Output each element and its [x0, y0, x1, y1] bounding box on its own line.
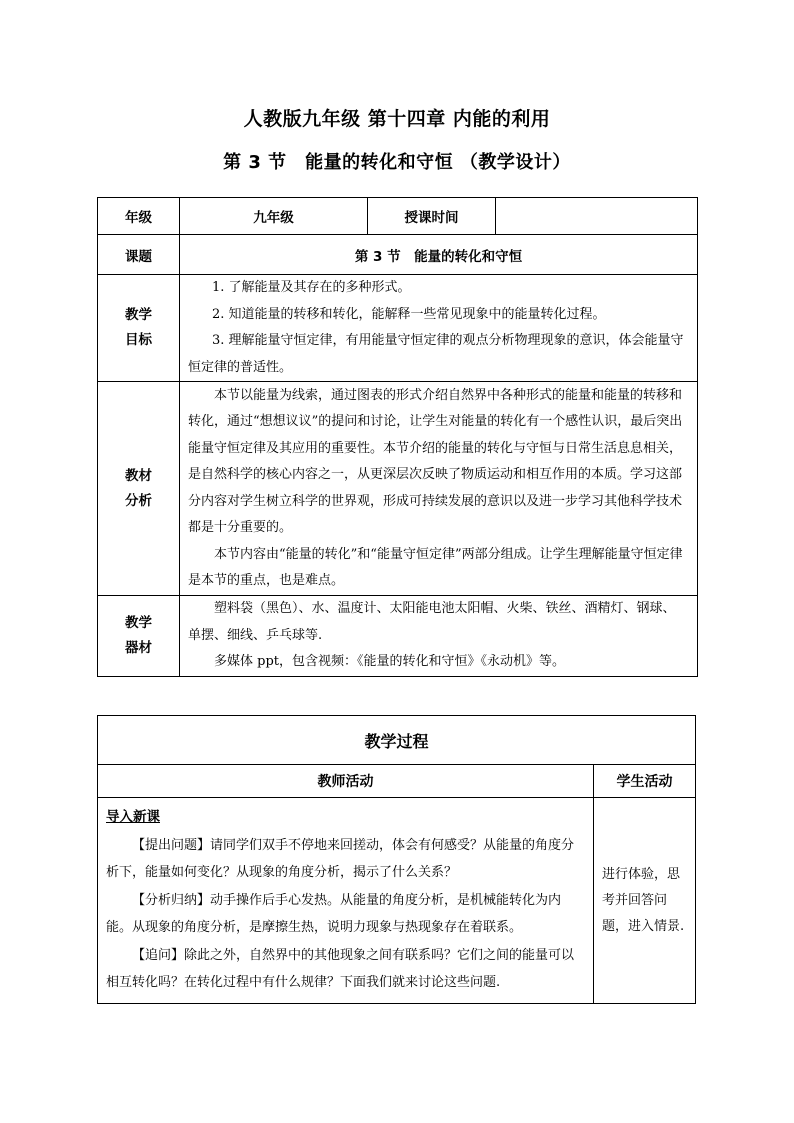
analysis-content [180, 382, 698, 596]
teacher-paragraph: 【提出问题】请同学们双手不停地来回搓动，体会有何感受？从能量的角度分析下，能量如何变化？从现象的角度分析，揭示了什么关系？ [106, 837, 575, 880]
teaching-process-table [97, 715, 696, 1004]
process-title: 教学过程 [98, 716, 696, 765]
materials-paragraph: 塑料袋（黑色）、水、温度计、太阳能电池太阳帽、火柴、铁丝、酒精灯、钢球、单摆、细线、乒乓球等. [188, 601, 676, 643]
grade-value: 九年级 [180, 198, 368, 235]
class-time-label: 授课时间 [368, 198, 496, 235]
goal-item: 3. 理解能量守恒定律，有用能量守恒定律的观点分析物理现象的意识，体会能量守恒定律的普适性。 [188, 333, 684, 375]
materials-label: 教学 器材 [98, 596, 180, 677]
document-subtitle: 第 3 节 能量的转化和守恒 （教学设计） [223, 152, 571, 173]
analysis-row [98, 382, 698, 596]
student-activity-header: 学生活动 [594, 765, 696, 798]
topic-label: 课题 [98, 235, 180, 275]
topic-value: 第 3 节 能量的转化和守恒 [180, 235, 698, 275]
teacher-activity-content [98, 798, 594, 1004]
intro-section-title: 导入新课 [106, 809, 160, 825]
process-title-row [98, 716, 696, 765]
class-time-value [496, 198, 698, 235]
goal-item: 1. 了解能量及其存在的多种形式。 [212, 280, 411, 295]
topic-row [98, 235, 698, 275]
goals-label: 教学 目标 [98, 275, 180, 382]
process-header-row [98, 765, 696, 798]
teacher-paragraph: 【分析归纳】动手操作后手心发热。从能量的角度分析，是机械能转化为内能。从现象的角度分析，是摩擦生热，说明力现象与热现象存在着联系。 [106, 892, 562, 935]
goals-content [180, 275, 698, 382]
materials-paragraph: 多媒体 ppt，包含视频：《能量的转化和守恒》《永动机》等。 [214, 654, 566, 669]
intro-row [98, 798, 696, 1004]
teacher-activity-header: 教师活动 [98, 765, 594, 798]
analysis-paragraph: 本节以能量为线索，通过图表的形式介绍自然界中各种形式的能量和能量的转移和转化，通过“想想议议”的提问和讨论，让学生对能量的转化有一个感性认识，最后突出能量守恒定律及其应用的重要性。本节介绍的能量的转化与守恒与日常生活息息相关，是自然科学的核心内容之一，从更深层次反映了物质运动和相互作用的本质。学习这部分内容对学生树立科学的世界观，形成可持续发展的意识以及进一步学习其他科学技术都是十分重要的。 [188, 387, 683, 535]
teacher-paragraph: 【追问】除此之外，自然界中的其他现象之间有联系吗？它们之间的能量可以相互转化吗？在转化过程中有什么规律？下面我们就来讨论这些问题. [106, 947, 575, 990]
analysis-label: 教材 分析 [98, 382, 180, 596]
materials-row [98, 596, 698, 677]
goal-item: 2. 知道能量的转移和转化，能解释一些常见现象中的能量转化过程。 [212, 306, 606, 322]
grade-label: 年级 [98, 198, 180, 235]
goals-row [98, 275, 698, 382]
grade-row [98, 198, 698, 235]
materials-content [180, 596, 698, 677]
lesson-info-table [97, 197, 698, 677]
student-activity-content: 进行体验，思考并回答问题，进入情景. [594, 798, 696, 1004]
analysis-paragraph: 本节内容由“能量的转化”和“能量守恒定律”两部分组成。让学生理解能量守恒定律是本节的重点，也是难点。 [188, 546, 683, 588]
document-title: 人教版九年级 第十四章 内能的利用 [243, 108, 551, 130]
